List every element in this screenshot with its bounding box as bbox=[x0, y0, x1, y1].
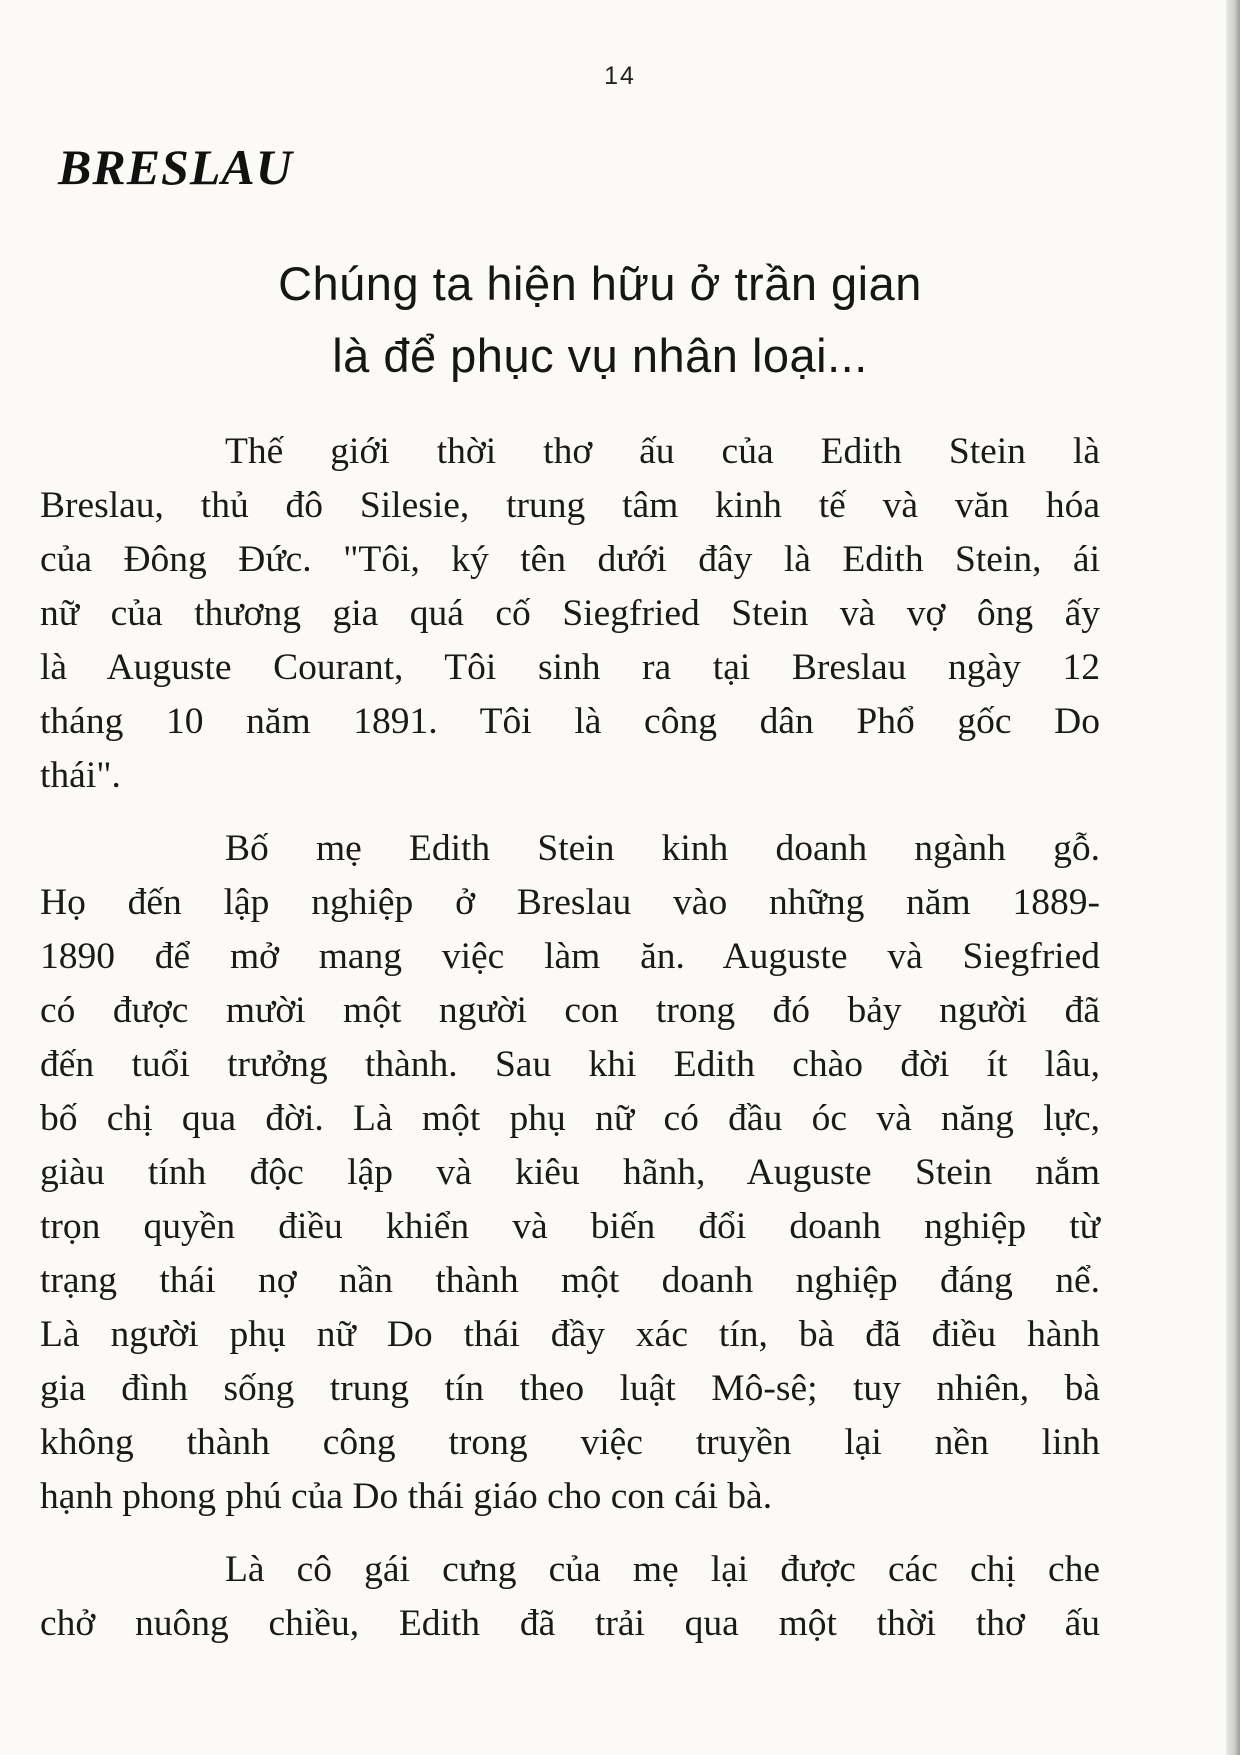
text-line: bố chị qua đời. Là một phụ nữ có đầu óc và năng lực, bbox=[40, 1098, 1100, 1139]
text-line: của Đông Đức. "Tôi, ký tên dưới đây là Edith Stein, ái bbox=[40, 539, 1100, 580]
text-line: Thế giới thời thơ ấu của Edith Stein là bbox=[225, 431, 1100, 472]
epigraph bbox=[90, 248, 1110, 392]
text-line: là Auguste Courant, Tôi sinh ra tại Breslau ngày 12 bbox=[40, 647, 1100, 688]
chapter-title: BRESLAU bbox=[58, 139, 293, 195]
text-line: 1890 để mở mang việc làm ăn. Auguste và Siegfried bbox=[40, 936, 1100, 977]
text-line: giàu tính độc lập và kiêu hãnh, Auguste Stein nắm bbox=[40, 1152, 1100, 1193]
epigraph-line: là để phục vụ nhân loại... bbox=[332, 329, 868, 382]
text-line: trạng thái nợ nần thành một doanh nghiệp đáng nể. bbox=[40, 1260, 1100, 1301]
epigraph-line: Chúng ta hiện hữu ở trần gian bbox=[278, 257, 922, 310]
paragraph bbox=[40, 822, 1100, 1524]
text-line: có được mười một người con trong đó bảy người đã bbox=[40, 990, 1100, 1031]
text-line: gia đình sống trung tín theo luật Mô-sê; tuy nhiên, bà bbox=[40, 1368, 1100, 1409]
text-line: hạnh phong phú của Do thái giáo cho con cái bà. bbox=[40, 1476, 773, 1517]
text-line: trọn quyền điều khiển và biến đổi doanh nghiệp từ bbox=[40, 1206, 1100, 1247]
text-line: Là cô gái cưng của mẹ lại được các chị che bbox=[225, 1549, 1100, 1590]
text-line: chở nuông chiều, Edith đã trải qua một thời thơ ấu bbox=[40, 1603, 1100, 1644]
text-line: Là người phụ nữ Do thái đầy xác tín, bà đã điều hành bbox=[40, 1314, 1100, 1355]
paragraph bbox=[40, 1543, 1100, 1651]
text-line: đến tuổi trưởng thành. Sau khi Edith chào đời ít lâu, bbox=[40, 1044, 1100, 1085]
text-line: Breslau, thủ đô Silesie, trung tâm kinh tế và văn hóa bbox=[40, 485, 1100, 526]
body-text bbox=[40, 425, 1100, 1670]
text-line: tháng 10 năm 1891. Tôi là công dân Phổ gốc Do bbox=[40, 701, 1100, 742]
page-edge-shadow bbox=[1226, 0, 1240, 1755]
text-line: nữ của thương gia quá cố Siegfried Stein và vợ ông ấy bbox=[40, 593, 1100, 634]
page-number: 14 bbox=[604, 62, 636, 90]
text-line: không thành công trong việc truyền lại nền linh bbox=[40, 1422, 1100, 1463]
paragraph bbox=[40, 425, 1100, 803]
text-line: Họ đến lập nghiệp ở Breslau vào những năm 1889- bbox=[40, 882, 1100, 923]
text-line: Bố mẹ Edith Stein kinh doanh ngành gỗ. bbox=[225, 828, 1100, 869]
text-line: thái". bbox=[40, 755, 121, 796]
